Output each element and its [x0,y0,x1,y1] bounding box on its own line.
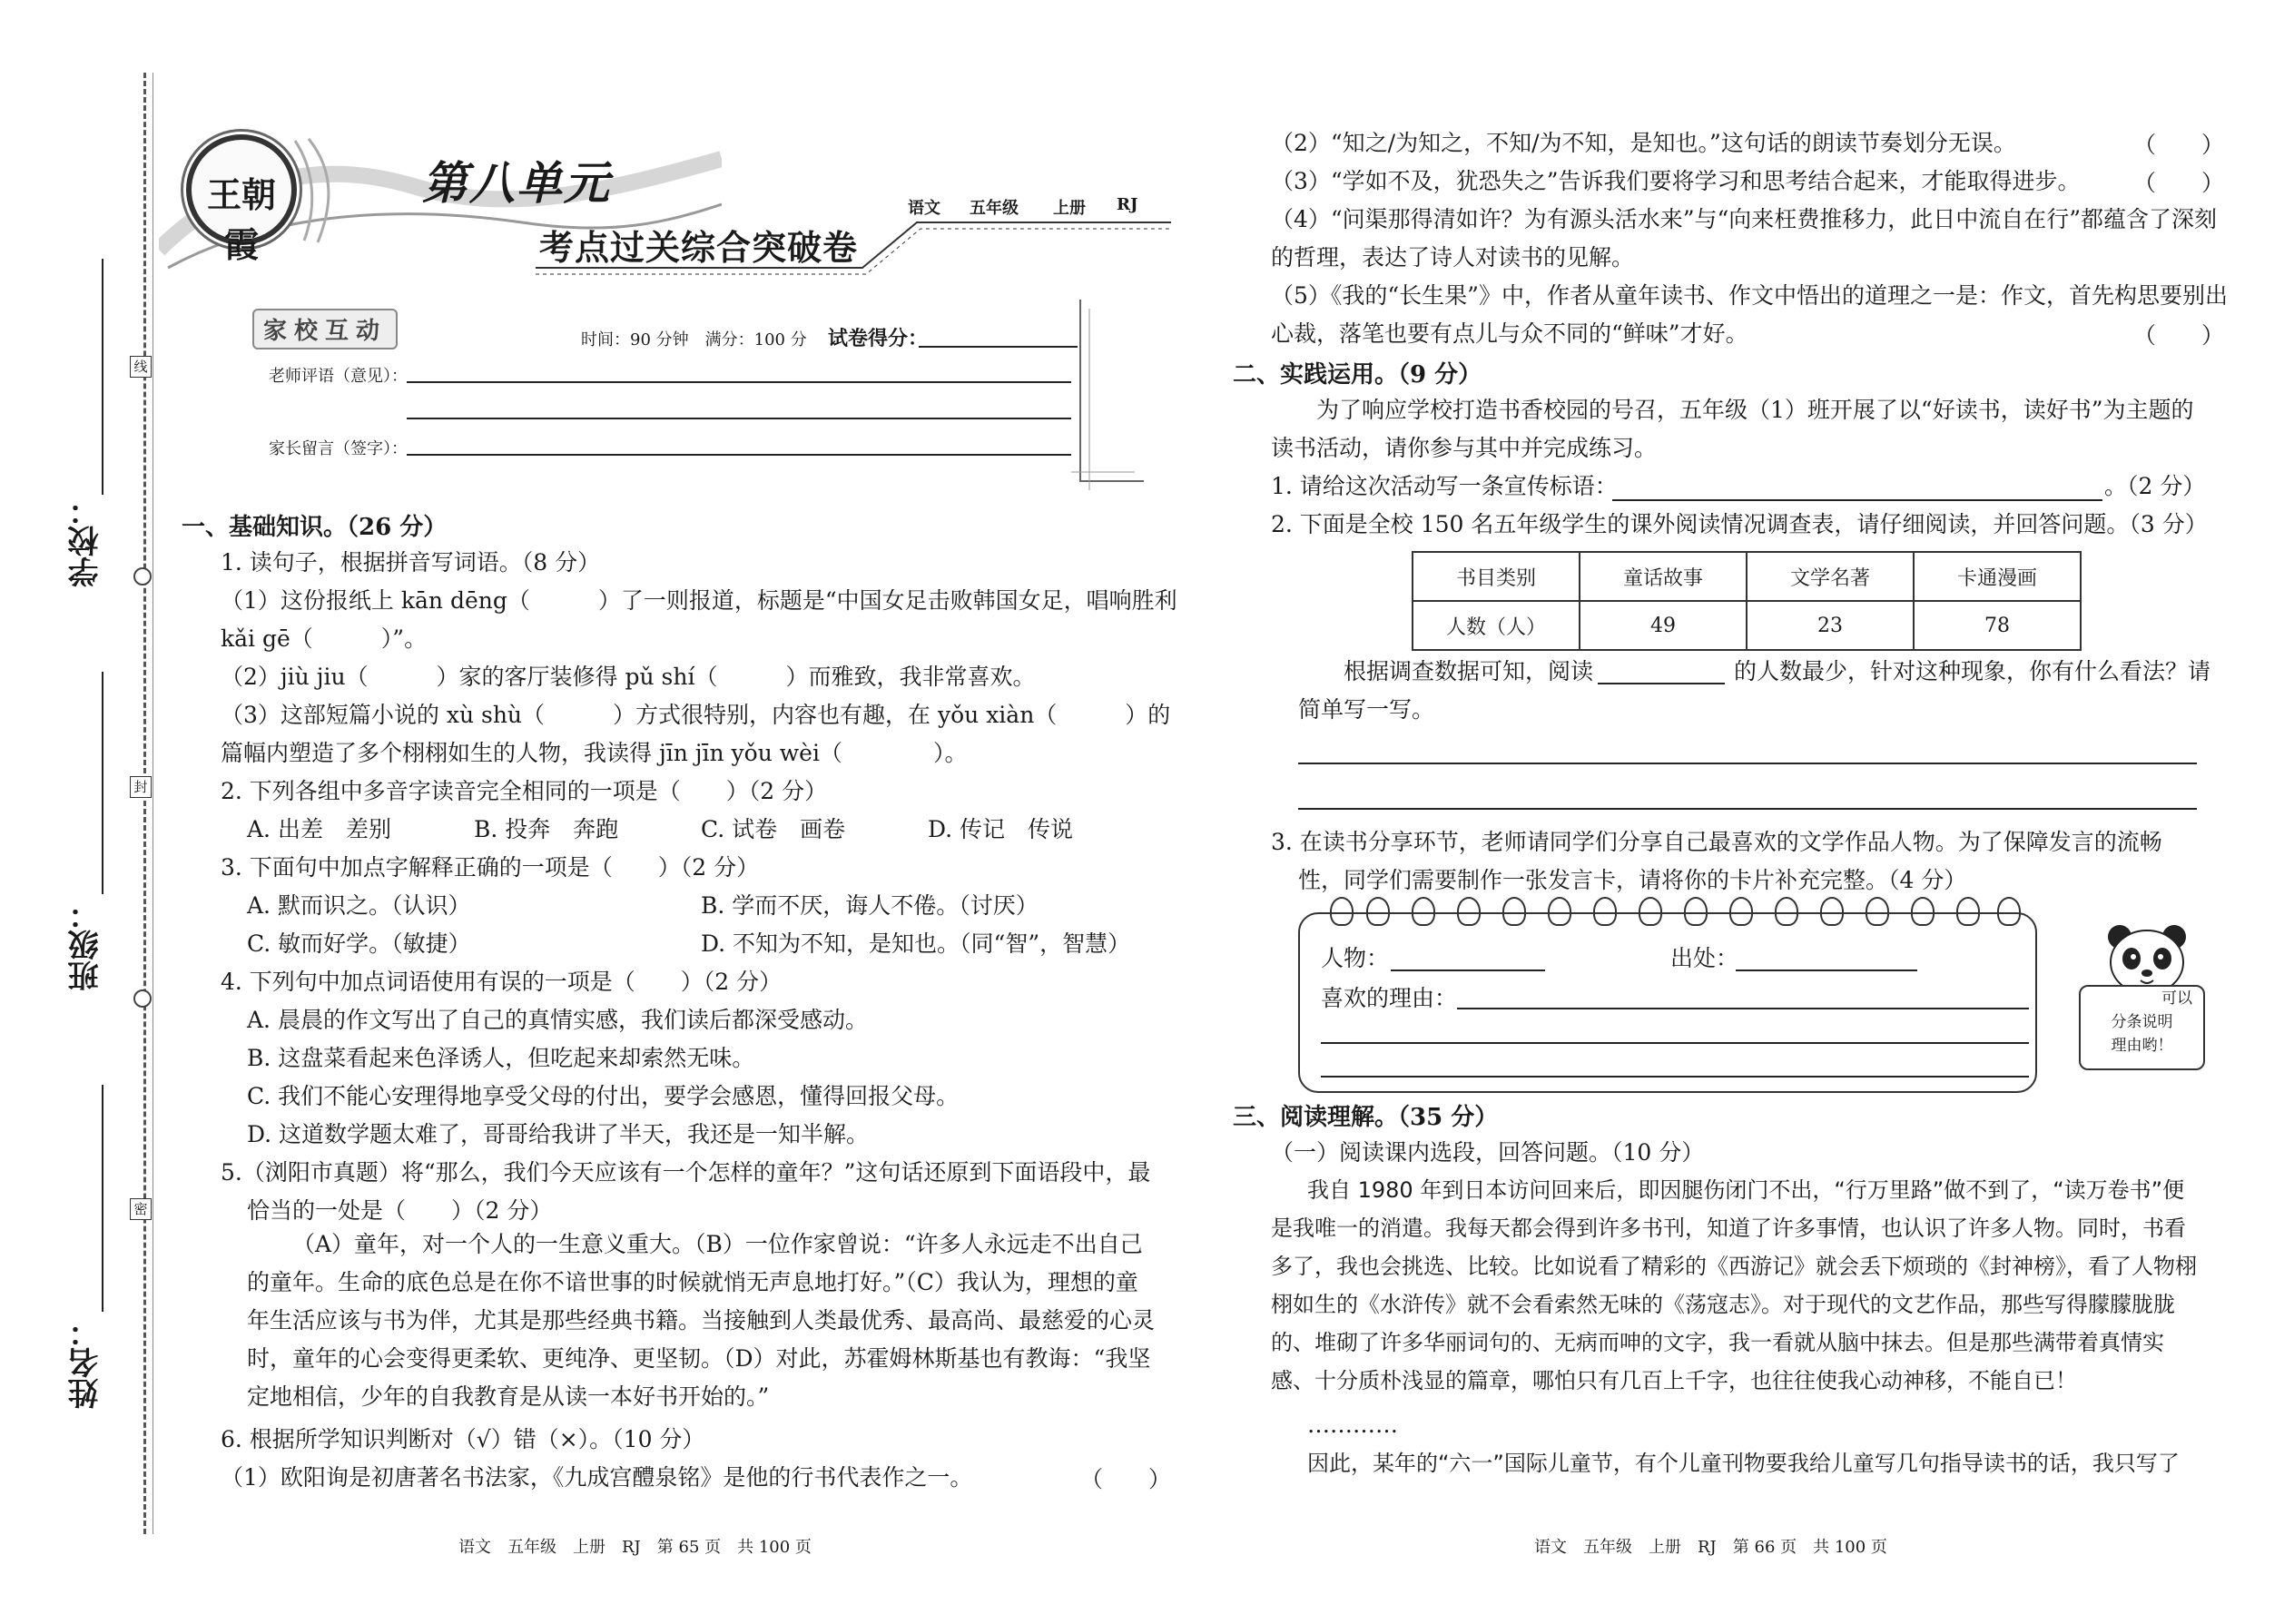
card-ring [1412,897,1435,926]
q2-option-b: B. 投奔 奔跑 [474,816,619,842]
score-label: 试卷得分： [828,327,929,350]
q6-3-answer[interactable]: （ ） [2133,170,2225,196]
card-person-blank[interactable] [1391,969,1545,971]
meta-edition: RJ [1117,195,1138,214]
section-1-heading: 一、基础知识。（26 分） [182,514,448,541]
seal-tag-secret: 密 [130,1198,152,1220]
p2-prompt: 2. 下面是全校 150 名五年级学生的课外阅读情况调查表，请仔细阅读，并回答问题。（3 分） [1271,511,2208,537]
parent-comment-label: 家长留言（签字）： [269,439,408,458]
q1-1-line2: kǎi gē（ ）”。 [221,625,428,652]
q6-heading: 6. 根据所学知识判断对（√）错（×）。（10 分） [221,1426,705,1452]
p3-line1: 3. 在读书分享环节，老师请同学们分享自己最喜欢的文学作品人物。为了保障发言的流畅 [1271,829,2162,855]
school-blank[interactable] [102,259,103,495]
q6-1: （1）欧阳询是初唐著名书法家，《九成宫醴泉铭》是他的行书代表作之一。 [221,1464,973,1491]
binding-hole [133,989,152,1008]
q3-heading: 3. 下面句中加点字解释正确的一项是（ ）（2 分） [221,854,760,881]
card-ring [1866,897,1889,926]
q3-option-c: C. 敏而好学。（敏捷） [247,930,471,957]
table-cell: 人数（人） [1413,601,1580,650]
meta-subject: 语文 [908,199,940,218]
q1-2: （2）jiù jiu（ ）家的客厅装修得 pǔ shí（ ）而雅致，我非常喜欢。 [221,664,1036,690]
q1-heading: 1. 读句子，根据拼音写词语。（8 分） [221,549,601,576]
table-cell: 23 [1747,601,1914,650]
name-label: 姓名： [68,1316,104,1409]
table-header-cell: 书目类别 [1413,552,1580,601]
reading-1-heading: （一）阅读课内选段，回答问题。（10 分） [1271,1139,1705,1166]
p2-question-part3: 简单写一写。 [1298,696,1435,723]
card-person-label: 人物： [1321,945,1390,971]
table-cell: 49 [1580,601,1747,650]
card-ring [1911,897,1935,926]
p3-line2: 性，同学们需要制作一张发言卡，请将你的卡片补充完整。（4 分） [1298,867,1967,893]
slogan-blank[interactable] [1612,499,2102,501]
meta-volume: 上册 [1053,199,1086,218]
q1-1-line1: （1）这份报纸上 kān dēng（ ）了一则报道，标题是“中国女足击败韩国女足，唱响胜利 [221,587,1177,614]
card-reason-line[interactable] [1457,1008,2029,1009]
q3-option-a: A. 默而识之。（认识） [247,892,471,919]
passage-last-line: 因此，某年的“六一”国际儿童节，有个儿童刊物要我给儿童写几句指导读书的话，我只写了 [1307,1451,2180,1476]
p1-prompt: 1. 请给这次活动写一条宣传标语： [1271,473,1618,499]
score-blank[interactable] [919,346,1078,348]
least-read-blank[interactable] [1598,683,1725,684]
q6-5-line2: 心裁，落笔也要有点儿与众不同的“鲜味”才好。 [1271,320,1748,347]
q6-2: （2）“知之/为知之，不知/为不知，是知也。”这句话的朗读节奏划分无误。 [1271,130,2016,156]
p1-score: 。（2 分） [2104,473,2206,499]
binding-dashed-line [143,73,146,1534]
seal-tag-seal: 封 [130,776,152,798]
bubble-line: 可以 [2161,989,2192,1008]
q5-passage: （A）童年，对一个人的一生意义重大。（B）一位作家曾说：“许多人永远走不出自己的童年。生命的底色总是在你不谙世事的时候就悄无声息地打好。”（C）我认为，理想的童年生活应该与书为伴，尤其是那些经典书籍。当接触到人类最优秀、最高尚、最慈爱的心灵时，童年的心会变得更柔软、更纯净、更坚韧。（D）对此，苏霍姆林斯基也有教诲：“我坚定地相信，少年的自我教育是从读一本好书开始的。” [247,1231,1156,1410]
q3-option-d: D. 不知为不知，是知也。（同“智”，智慧） [701,930,1131,957]
bubble-line: 分条说明 [2111,1013,2173,1031]
q4-heading: 4. 下列句中加点词语使用有误的一项是（ ）（2 分） [221,969,783,995]
unit-title: 第八单元 [422,156,611,210]
card-ring [1820,897,1844,926]
teacher-comment-line[interactable] [407,381,1071,383]
q6-4-line2: 的哲理，表达了诗人对读书的见解。 [1271,244,1635,271]
table-header-cell: 童话故事 [1580,552,1747,601]
family-school-interaction-title: 家校互动 [252,309,398,349]
paper-subtitle: 考点过关综合突破卷 [539,227,859,268]
q1-3-line1: （3）这部短篇小说的 xù shù（ ）方式很特别，内容也有趣，在 yǒu xiàn（ ）的 [221,702,1171,728]
q4-option-d: D. 这道数学题太难了，哥哥给我讲了半天，我还是一知半解。 [247,1121,870,1147]
card-reason-label: 喜欢的理由： [1321,985,1458,1011]
practice-intro-line2: 读书活动，请你参与其中并完成练习。 [1271,435,1658,461]
card-ring [1330,897,1354,926]
card-ring [1502,897,1526,926]
card-reason-line[interactable] [1321,1042,2029,1044]
card-reason-line[interactable] [1321,1076,2029,1078]
footer-right-page: 语文 五年级 上册 RJ 第 66 页 共 100 页 [1534,1538,1887,1557]
card-ring [1729,897,1753,926]
q6-3: （3）“学如不及，犹恐失之”告诉我们要将学习和思考结合起来，才能取得进步。 [1271,168,2081,194]
card-ring [1457,897,1481,926]
card-ring [1775,897,1798,926]
reading-passage: 我自 1980 年到日本访问回来后，即因腿伤闭门不出，“行万里路”做不到了，“读万卷书”便是我唯一的消遣。我每天都会得到许多书刊，知道了许多事情，也认识了许多人物。同时，书看多了，我也会挑选、比较。比如说看了精彩的《西游记》就会丢下烦琐的《封神榜》，看了人物栩栩如生的《水浒传》就不会看索然无味的《荡寇志》。对于现代的文艺作品，那些写得朦朦胧胧的、堆砌了许多华丽词句的、无病而呻的文字，我一看就从脑中抹去。但是那些满带着真情实感、十分质朴浅显的篇章，哪怕只有几百上千字，也往往使我心动神移，不能自已！ [1271,1177,2197,1393]
card-ring [1366,897,1390,926]
q5-heading-line2: 恰当的一处是（ ）（2 分） [247,1197,553,1224]
practice-intro-line1: 为了响应学校打造书香校园的号召，五年级（1）班开展了以“好读书，读好书”为主题的 [1316,397,2194,423]
q4-option-a: A. 晨晨的作文写出了自己的真情实感，我们读后都深受感动。 [247,1007,868,1033]
parent-comment-line[interactable] [407,454,1071,456]
seal-tag-line: 线 [130,356,152,378]
binding-hole [133,567,152,586]
school-label: 学校： [68,495,104,587]
p2-question-part2: 的人数最少，针对这种现象，你有什么看法？请 [1734,658,2211,684]
q2-heading: 2. 下列各组中多音字读音完全相同的一项是（ ）（2 分） [221,778,828,804]
corner-bracket-decoration [1071,300,1144,508]
bubble-line: 理由哟！ [2111,1037,2173,1055]
q6-1-answer[interactable]: （ ） [1080,1466,1172,1492]
card-ring [1593,897,1617,926]
q6-5-answer[interactable]: （ ） [2133,322,2225,349]
publisher-logo: 王朝霞 [186,134,297,245]
q1-3-line2: 篇幅内塑造了多个栩栩如生的人物，我读得 jīn jīn yǒu wèi（ ）。 [221,740,968,766]
teacher-comment-line[interactable] [407,418,1071,419]
section-3-heading: 三、阅读理解。（35 分） [1233,1104,1499,1131]
footer-left-page: 语文 五年级 上册 RJ 第 65 页 共 100 页 [458,1538,812,1557]
q5-heading-line1: 5.（浏阳市真题）将“那么，我们今天应该有一个怎样的童年？”这句话还原到下面语段中，最 [221,1159,1151,1186]
q6-2-answer[interactable]: （ ） [2133,132,2225,158]
card-source-label: 出处： [1670,945,1739,971]
meta-grade: 五年级 [970,199,1019,218]
answer-line[interactable] [1298,808,2197,810]
table-cell: 78 [1914,601,2081,650]
teacher-comment-label: 老师评语（意见）： [269,367,408,386]
q2-option-a: A. 出差 差别 [247,816,391,842]
panda-speech-bubble [2079,985,2205,1070]
card-ring [1639,897,1662,926]
table-header-cell: 卡通漫画 [1914,552,2081,601]
card-source-blank[interactable] [1736,969,1917,971]
q6-5-line1: （5）《我的“长生果”》中，作者从童年读书、作文中悟出的道理之一是：作文，首先构思要别出 [1271,282,2228,309]
p2-question-part1: 根据调查数据可知，阅读 [1344,658,1594,684]
card-ring [1956,897,1980,926]
reading-survey-table [1412,551,2082,651]
card-ring [1684,897,1708,926]
card-ring [1548,897,1571,926]
table-header-cell: 文学名著 [1747,552,1914,601]
section-2-heading: 二、实践运用。（9 分） [1233,361,1482,389]
q4-option-c: C. 我们不能心安理得地享受父母的付出，要学会感恩，懂得回报父母。 [247,1083,960,1109]
name-blank[interactable] [102,1085,103,1312]
q2-option-d: D. 传记 传说 [928,816,1074,842]
q2-option-c: C. 试卷 画卷 [701,816,846,842]
q4-option-b: B. 这盘菜看起来色泽诱人，但吃起来却索然无味。 [247,1045,755,1071]
passage-ellipsis: ………… [1307,1412,1398,1438]
card-ring [1997,897,2021,926]
answer-line[interactable] [1298,763,2197,764]
time-score-info: 时间：90 分钟 满分：100 分 [581,330,807,349]
q6-4-line1: （4）“问渠那得清如许？为有源头活水来”与“向来枉费推移力，此日中流自在行”都蕴含了深刻 [1271,206,2218,232]
class-label: 班级： [68,899,104,991]
class-blank[interactable] [102,672,103,894]
q3-option-b: B. 学而不厌，诲人不倦。（讨厌） [701,892,1039,919]
